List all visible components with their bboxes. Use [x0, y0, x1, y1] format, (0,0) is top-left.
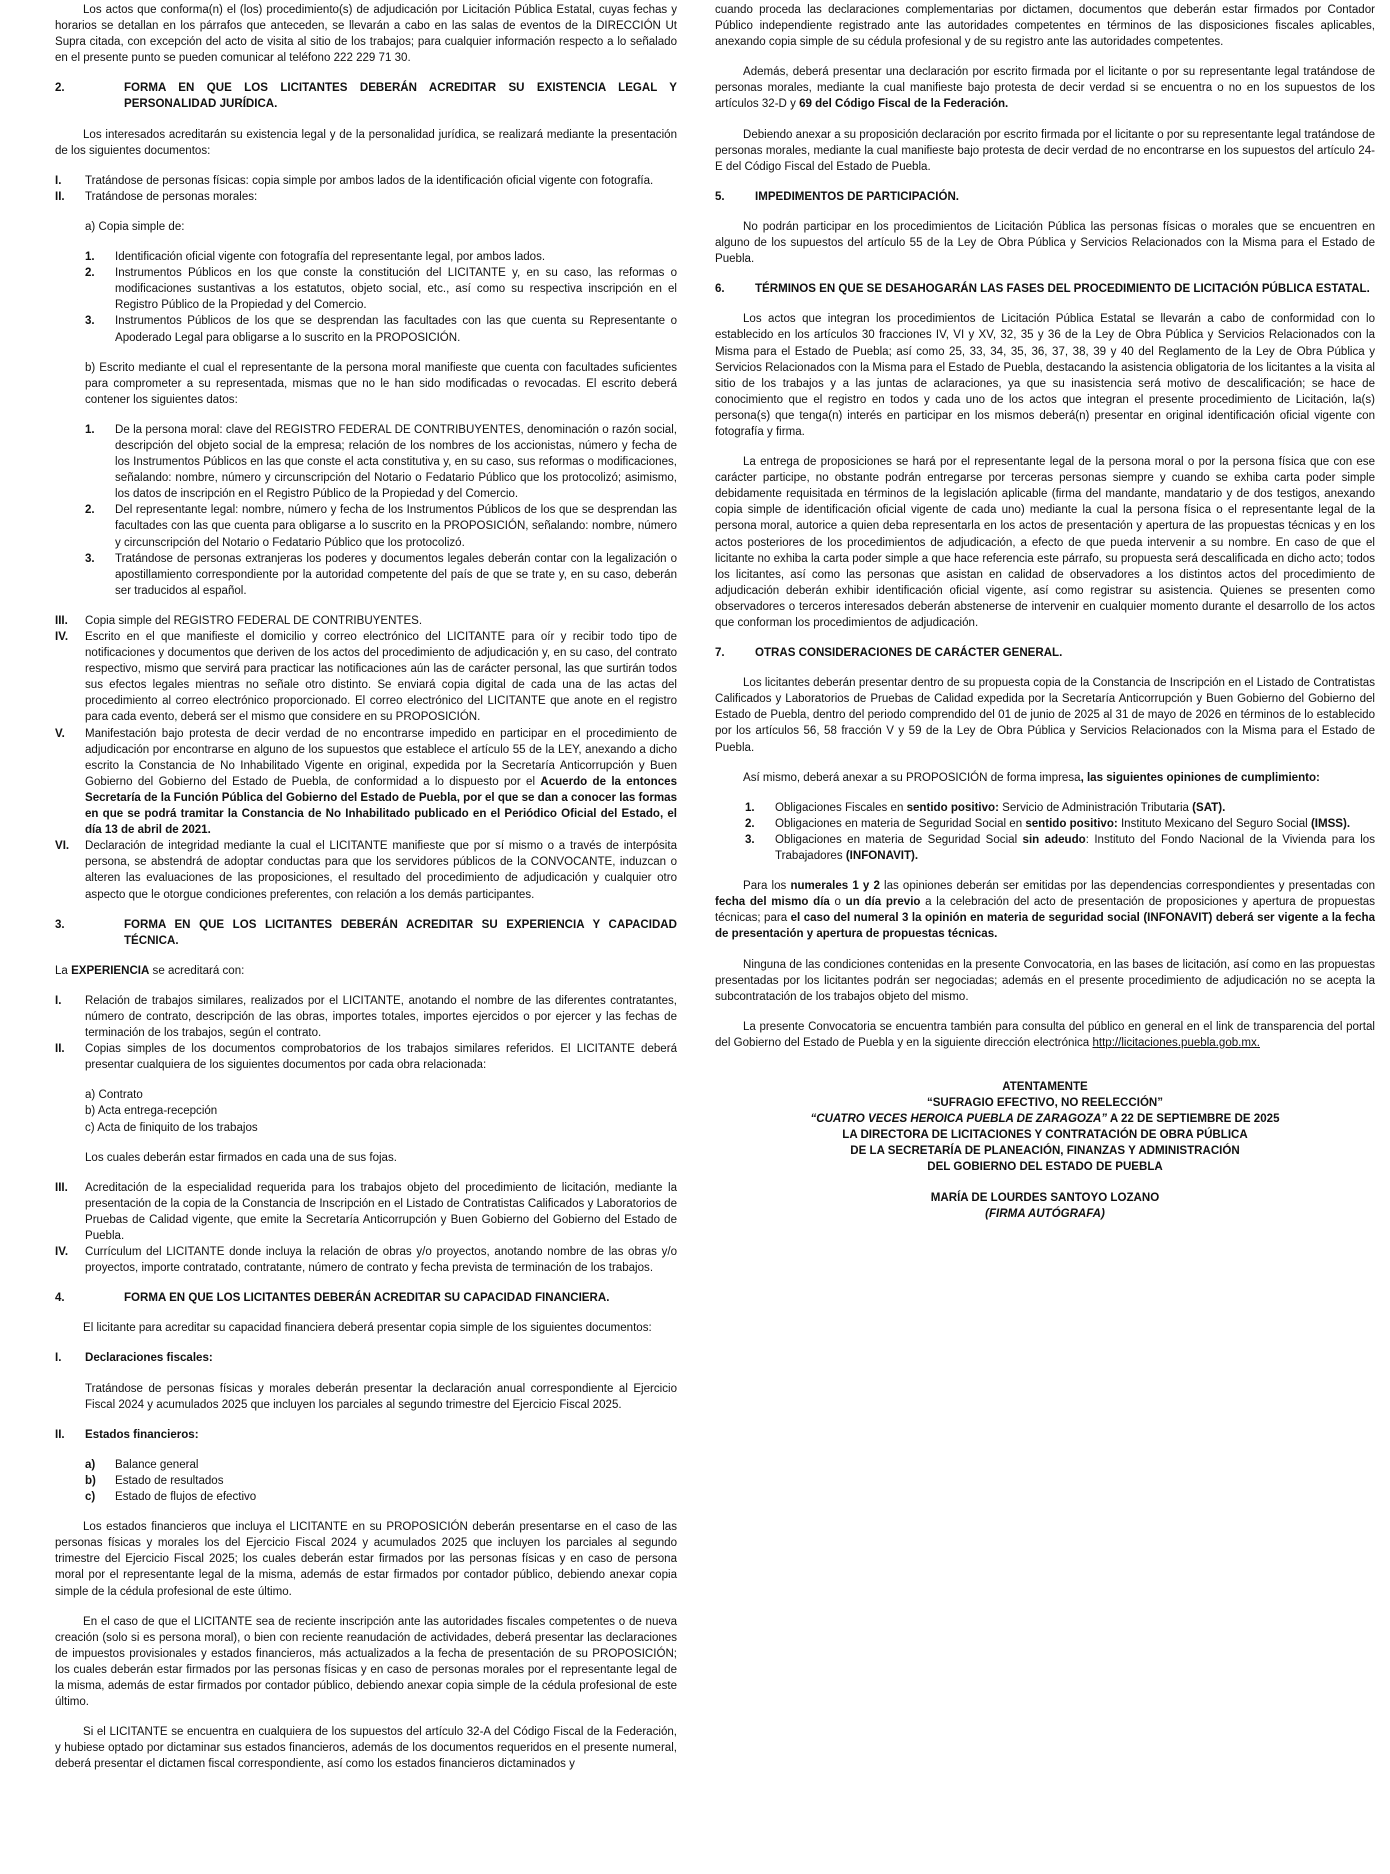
item-label: b) — [85, 1474, 96, 1487]
text: Servicio de Administración Tributaria — [998, 801, 1193, 814]
item-text: Instrumentos Públicos en los que conste la constitución del LICITANTE y, en su caso, las reformas o modificaciones sustantivas a los estatutos, objeto social, etc., así como su respectiva inscripción en el Registro Público de la Propiedad y del Comercio. — [115, 267, 677, 312]
left-column — [55, 2, 677, 1772]
list-item — [55, 551, 677, 599]
text: a la celebración del acto de presentación de proposiciones y apertura de propuestas técnicas; para — [715, 896, 1376, 925]
section-4-heading — [55, 1290, 677, 1306]
sub-heading: a) Copia simple de: — [85, 220, 185, 233]
text: o — [829, 896, 846, 909]
list-item — [55, 502, 677, 550]
item-text — [775, 832, 1375, 864]
text: Obligaciones Fiscales en — [775, 801, 907, 814]
closing-line: DE LA SECRETARÍA DE PLANEACIÓN, FINANZAS Y ADMINISTRACIÓN — [850, 1145, 1240, 1158]
paragraph: No podrán participar en los procedimientos de Licitación Pública las personas físicas o morales que se encuentren en alguno de los supuestos del artículo 55 de la Ley de Obra Pública y Servicios Relacionados con la Misma para el Estado de Puebla. — [715, 220, 1375, 266]
paragraph: Los actos que integran los procedimientos de Licitación Pública Estatal se llevarán a cabo de conformidad con lo establecido en los artículos 30 fracciones IV, VI y XV, 32, 35 y 36 de la Ley de Obra Pública y Servicios Relacionados con la Misma para el Estado de Puebla; así como 25, 33, 34, 35, 36, 37, 38, 39 y 40 del Reglamento de la Ley de Obra Pública y Servicios Relacionados con la Misma para el Estado de Puebla, destacando la asistencia obligatoria de los licitantes a la visita al sitio de los trabajos y a las juntas de aclaraciones, ya que su inasistencia será motivo de descalificación; se hace de conocimiento que el registro en todos y cada uno de los actos que integran el presente procedimiento de Licitación, la(s) persona(s) que tenga(n) interés en participar en los mismos deberá(n) presentar en original identificación oficial vigente con fotografía y firma. — [715, 313, 1375, 438]
section-number: 7. — [715, 647, 725, 660]
signer-name: MARÍA DE LOURDES SANTOYO LOZANO — [930, 1191, 1160, 1204]
list-item — [55, 1473, 677, 1489]
paragraph — [55, 963, 677, 979]
paragraph — [715, 770, 1375, 786]
item-label: 2. — [85, 504, 95, 517]
section-title: TÉRMINOS EN QUE SE DESAHOGARÁN LAS FASES DEL PROCEDIMIENTO DE LICITACIÓN PÚBLICA ESTATAL. — [755, 283, 1370, 296]
text: Obligaciones en materia de Seguridad Social en — [775, 817, 1026, 830]
text-bold: sin adeudo — [1022, 833, 1086, 846]
item-text — [775, 800, 1375, 816]
item-label: 1. — [85, 251, 95, 264]
text: Obligaciones en materia de Seguridad Social — [775, 833, 1023, 846]
paragraph: Los cuales deberán estar firmados en cada una de sus fojas. — [85, 1151, 397, 1164]
list-item — [55, 422, 677, 502]
list-item — [55, 313, 677, 345]
section-title: FORMA EN QUE LOS LICITANTES DEBERÁN ACREDITAR SU EXPERIENCIA Y CAPACIDAD TÉCNICA. — [124, 918, 677, 947]
closing-line — [715, 1111, 1375, 1127]
text: Además, deberá presentar una declaración por escrito firmada por el licitante o por su representante legal tratándose de personas morales, mediante la cual manifieste bajo protesta de decir verdad si se encuentra o no en los supuestos de los artículos 32-D y — [715, 66, 1375, 111]
text-bold: 69 del Código Fiscal de la Federación. — [799, 98, 1009, 111]
paragraph: Los estados financieros que incluya el LICITANTE en su PROPOSICIÓN deberán presentarse en el caso de las personas físicas y morales los del Ejercicio Fiscal 2024 y acumulados 2025 que incluyen los parciales al segundo trimestre del Ejercicio Fiscal 2025; los cuales deberán estar firmados por las personas físicas y en caso de persona moral por el representante legal de la misma, además de estar firmados por contador público, debiendo anexar copia simple de la cédula profesional de este último. — [55, 1521, 677, 1598]
text-bold: el caso del numeral 3 la opinión en materia de seguridad social (INFONAVIT) deberá ser vigente a la fecha de presentación y apertura de propuestas técnicas. — [715, 912, 1375, 941]
item-text — [775, 816, 1375, 832]
item-text: Estado de flujos de efectivo — [115, 1491, 257, 1504]
paragraph: Si el LICITANTE se encuentra en cualquiera de los supuestos del artículo 32-A del Código Fiscal de la Federación, y hubiese optado por dictaminar sus estados financieros, además de los documentos requeridos en el presente numeral, deberá presentar el dictamen fiscal correspondiente, así como los estados financieros dictaminados y — [55, 1726, 677, 1771]
list-item — [715, 832, 1375, 864]
list-item — [55, 629, 677, 726]
item-text: Copias simples de los documentos comprobatorios de los trabajos similares referidos. El LICITANTE deberá presentar cualquiera de los siguientes documentos por cada obra relacionada: — [85, 1043, 677, 1072]
text-bold: EXPERIENCIA — [71, 964, 150, 977]
list-item — [55, 726, 677, 839]
item-label: 3. — [745, 833, 755, 846]
item-label: a) — [85, 1458, 96, 1471]
item-label: I. — [55, 1352, 62, 1365]
paragraph — [715, 878, 1375, 942]
text-bold: (SAT). — [1192, 801, 1226, 814]
text: La presente Convocatoria se encuentra también para consulta del público en general en el link de transparencia del portal del Gobierno del Estado de Puebla y en la siguiente dirección electrónica — [715, 1020, 1375, 1049]
item-text: Identificación oficial vigente con fotografía del representante legal, por ambos lados. — [115, 251, 546, 264]
item-label: II. — [55, 1043, 65, 1056]
list-item — [55, 1457, 677, 1473]
item-title: Declaraciones fiscales: — [85, 1352, 213, 1365]
list-item — [55, 249, 677, 265]
closing-block — [715, 1079, 1375, 1222]
item-text — [85, 726, 677, 839]
item-label: V. — [55, 727, 65, 740]
text: las opiniones deberán ser emitidas por las dependencias correspondientes y presentadas con — [879, 880, 1375, 893]
item-text-bold: Acuerdo de la entonces Secretaría de la Función Pública del Gobierno del Estado de Puebla, por el que se dan a conocer las formas en que se podrá tramitar la Constancia de No Inhabilitado publicado en el Periódico Oficial del Estado, el día 13 de abril de 2021. — [85, 775, 677, 837]
section-number: 3. — [55, 918, 65, 931]
text-bold: sentido positivo: — [1025, 817, 1118, 830]
city-motto: “CUATRO VECES HEROICA PUEBLA DE ZARAGOZA” — [810, 1113, 1108, 1126]
item-text-plain: Manifestación bajo protesta de decir verdad de no encontrarse impedido en participar en el procedimiento de adjudicación por encontrarse en alguno de los supuestos que establece el artículo 55 de la LEY, anexando a dicho escrito la Constancia de No Inhabilitado Vigente en original, expedida por la Secretaría Anticorrupción y Buen Gobierno del Gobierno del Estado de Puebla, de conformidad a lo dispuesto por el — [85, 727, 677, 788]
item-label: III. — [55, 1181, 68, 1194]
list-item — [55, 1427, 677, 1443]
text: se acreditará con: — [149, 964, 245, 977]
section-number: 5. — [715, 190, 725, 203]
list-item — [55, 173, 677, 189]
item-text: Escrito en el que manifieste el domicilio y correo electrónico del LICITANTE para oír y recibir todo tipo de notificaciones y documentos que deriven de los actos del procedimiento de adjudicación y, en su caso, del contrato respectivo, mismo que servirá para practicar las notificaciones aún las de carácter personal, las que surtirán todos sus efectos legales mientras no señale otro distinto. Se enviará copia digital de cada una de las actas del procedimiento al correo electrónico proporcionado. El correo electrónico del LICITANTE que anote en el registro para cada evento, deberá ser el mismo que considere en su PROPOSICIÓN. — [85, 631, 677, 724]
item-text: Declaración de integridad mediante la cual el LICITANTE manifieste que por sí mismo o a través de interpósita persona, se abstendrá de adoptar conductas para que los servidores públicos de la CONVOCANTE, induzcan o alteren las evaluaciones de las proposiciones, el resultado del procedimiento de adjudicación y cualquier otro aspecto que le otorgue condiciones preferentes, con relación a los demás participantes. — [85, 840, 677, 901]
section-title: FORMA EN QUE LOS LICITANTES DEBERÁN ACREDITAR SU EXISTENCIA LEGAL Y PERSONALIDAD JURÍDICA. — [124, 82, 677, 111]
section-title: IMPEDIMENTOS DE PARTICIPACIÓN. — [755, 190, 960, 203]
item-text: Relación de trabajos similares, realizados por el LICITANTE, anotando el nombre de las diferentes contratantes, número de contrato, descripción de las obras, importes totales, importes ejercidos o por ejercer y las fechas de terminación de los trabajos, según el contrato. — [85, 994, 677, 1040]
paragraph: El licitante para acreditar su capacidad financiera deberá presentar copia simple de los siguientes documentos: — [83, 1322, 652, 1335]
section-number: 4. — [55, 1292, 65, 1305]
paragraph: En el caso de que el LICITANTE sea de reciente inscripción ante las autoridades fiscales competentes o de nueva creación (solo si es persona moral), o bien con reciente reanudación de actividades, deberá presentar las declaraciones de impuestos provisionales y estados financieros, más actualizados a la fecha de presentación de su PROPOSICIÓN; los cuales deberán estar firmados por las personas físicas y en caso de personas morales por el representante legal de la misma, además de estar firmados por contador público, debiendo anexar copia simple de la cédula profesional de este último. — [55, 1615, 677, 1709]
item-label: c) — [85, 1491, 96, 1504]
list-item — [55, 1180, 677, 1244]
section-6-heading — [715, 281, 1375, 297]
item-label: II. — [55, 190, 65, 203]
text-bold: sentido positivo: — [906, 801, 999, 814]
section-5-heading — [715, 189, 1375, 205]
item-text: Estado de resultados — [115, 1474, 224, 1487]
item-text: Currículum del LICITANTE donde incluya la relación de obras y/o proyectos, anotando nombre de las obras y/o proyectos, importe contratado, contratante, número de contrato y fecha prevista de terminación de los trabajos. — [85, 1246, 677, 1275]
item-label: IV. — [55, 631, 69, 643]
item-label: II. — [55, 1428, 65, 1441]
paragraph: Debiendo anexar a su proposición declaración por escrito firmada por el licitante o por su representante legal tratándose de personas morales, mediante la cual manifieste bajo protesta de decir verdad de no encontrarse en los supuestos del artículo 24-E del Código Fiscal del Estado de Puebla. — [715, 128, 1375, 173]
list-item — [55, 1489, 677, 1505]
closing-date: A 22 DE SEPTIEMBRE DE 2025 — [1107, 1113, 1280, 1126]
item-text: De la persona moral: clave del REGISTRO FEDERAL DE CONTRIBUYENTES, denominación o razón social, descripción del objeto social de la empresa; relación de los nombres de los accionistas, número y fecha de los Instrumentos Públicos en las que conste el acta constitutiva y, en su caso, sus reformas o modificaciones, señalando: nombre, número y circunscripción del Notario o Fedatario Público que los protocolizó; asimismo, los datos de inscripción en el Registro Público de la Propiedad y del Comercio. — [115, 423, 677, 501]
paragraph: La entrega de proposiciones se hará por el representante legal de la persona moral o por la persona física que con ese carácter participe, no obstante podrán entregarse por terceras personas siempre y cuando se exhiba carta poder simple debidamente requisitada en términos de la legislación aplicable (firma del mandante, mandatario y de dos testigos, anexando copia simple de identificación oficial vigente de cada uno) mediante la cual la persona física o el representante legal de la persona moral, autorice a quien deba representarla en los actos de presentación y apertura de las propuestas técnicas y en los actos posteriores de los procedimientos de adjudicación, a efecto de que pueda intervenir a su nombre. En caso de que el licitante no exhiba la carta poder simple a que hace referencia este párrafo, su propuesta será descalificada en dicho acto; todos los licitantes, así como las personas que asistan en calidad de observadores a los distintos actos del procedimiento de adjudicación deberán exhibir identificación oficial vigente, así como registrar su asistencia. Quienes se presenten como observadores o terceros interesados deberán abstenerse de intervenir en cualquier momento durante el desarrollo de los actos que conforman los procedimientos de adjudicación. — [715, 456, 1375, 629]
list-item — [55, 1350, 677, 1366]
closing-line — [715, 1206, 1375, 1222]
item-label: 1. — [85, 423, 95, 436]
closing-line: LA DIRECTORA DE LICITACIONES Y CONTRATACIÓN DE OBRA PÚBLICA — [842, 1129, 1248, 1142]
item-text: Instrumentos Públicos de los que se desprendan las facultades con las que cuenta su Representante o Apoderado Legal para obligarse a lo suscrito en la PROPOSICIÓN. — [115, 315, 677, 344]
paragraph: Los licitantes deberán presentar dentro de su propuesta copia de la Constancia de Inscripción en el Listado de Contratistas Calificados y Laboratorios de Pruebas de Calidad expedida por la Secretaría Anticorrupción y Buen Gobierno del Gobierno del Estado de Puebla, dentro del periodo comprendido del 01 de junio de 2025 al 31 de mayo de 2026 en términos de lo establecido por los artículos 56, 58 fracción V y 59 de la Ley de Obra Pública y Servicios Relacionados con la Misma para el Estado de Puebla. — [715, 677, 1375, 754]
transparency-link[interactable]: http://licitaciones.puebla.gob.mx. — [1092, 1036, 1260, 1049]
item-label: VI. — [55, 840, 70, 853]
text: Instituto Mexicano del Seguro Social — [1117, 817, 1311, 830]
item-text: Acreditación de la especialidad requerida para los trabajos objeto del procedimiento de licitación, mediante la presentación de la copia de la Constancia de Inscripción en el Listado de Contratistas Calificados y Laboratorios de Pruebas de Calidad vigente, que emite la Secretaría Anticorrupción y Buen Gobierno del Gobierno del Estado de Puebla. — [85, 1181, 677, 1242]
paragraph: b) Escrito mediante el cual el representante de la persona moral manifieste que cuenta con facultades suficientes para comprometer a su representada, mismas que no le han sido modificadas o revocadas. El escrito deberá contener los siguientes datos: — [85, 361, 677, 406]
text-bold: numerales 1 y 2 — [790, 880, 880, 893]
item-label: 2. — [85, 267, 95, 280]
paragraph: Tratándose de personas físicas y morales deberán presentar la declaración anual correspondiente al Ejercicio Fiscal 2024 y acumulados 2025 que incluyen los parciales al segundo trimestre del Ejercicio Fiscal 2025. — [85, 1382, 677, 1411]
section-title: FORMA EN QUE LOS LICITANTES DEBERÁN ACREDITAR SU CAPACIDAD FINANCIERA. — [124, 1292, 610, 1305]
section-7-heading — [715, 645, 1375, 661]
text-bold: (IMSS). — [1310, 817, 1351, 830]
item-label: 2. — [745, 817, 755, 830]
doc-item: a) Contrato — [85, 1089, 143, 1102]
section-number: 2. — [55, 82, 65, 95]
right-column — [715, 2, 1375, 1222]
list-item — [715, 816, 1375, 832]
item-text: Tratándose de personas físicas: copia simple por ambos lados de la identificación oficial vigente con fotografía. — [85, 174, 654, 187]
closing-line: “SUFRAGIO EFECTIVO, NO REELECCIÓN” — [926, 1097, 1164, 1110]
paragraph: Ninguna de las condiciones contenidas en la presente Convocatoria, en las bases de licitación, así como en las propuestas presentadas por los licitantes podrán ser negociadas; además en el presente procedimiento de adjudicación no se acepta la subcontratación de los trabajos objeto del mismo. — [715, 958, 1375, 1003]
list-item — [55, 1041, 677, 1073]
text-bold: (INFONAVIT). — [845, 850, 919, 863]
list-item — [55, 838, 677, 902]
closing-line: DEL GOBIERNO DEL ESTADO DE PUEBLA — [927, 1161, 1163, 1174]
doc-item: b) Acta entrega-recepción — [85, 1105, 218, 1118]
list-item — [715, 800, 1375, 816]
item-text: Tratándose de personas extranjeras los poderes y documentos legales deberán contar con la legalización o apostillamiento correspondiente por la autoridad competente del país de que se trate y, en su caso, deberán ser traducidos al español. — [115, 552, 677, 597]
text: Así mismo, deberá anexar a su PROPOSICIÓN de forma impresa — [743, 771, 1081, 784]
text: Para los — [743, 880, 791, 893]
text-bold: , las siguientes opiniones de cumplimiento: — [1080, 771, 1320, 784]
text: : Instituto del Fondo Nacional de la Vivienda para los Trabajadores — [775, 833, 1375, 863]
list-item — [55, 1244, 677, 1276]
section-2-heading — [55, 80, 677, 112]
section-title: OTRAS CONSIDERACIONES DE CARÁCTER GENERAL. — [755, 647, 1063, 660]
section-number: 6. — [715, 283, 725, 296]
text-bold: fecha del mismo día — [715, 896, 830, 909]
text-bold: un día previo — [845, 896, 921, 909]
paragraph — [715, 64, 1375, 112]
list-item — [55, 613, 677, 629]
intro-paragraph: Los actos que conforma(n) el (los) procedimiento(s) de adjudicación por Licitación Pública Estatal, cuyas fechas y horarios se detallan en los párrafos que anteceden, se llevarán a cabo en las salas de eventos de la DIRECCIÓN Ut Supra citada, con excepción del acto de visita al sitio de los trabajos; para cualquier información respecto a lo señalado en el presente punto se pueden comunicar al teléfono 222 229 71 30. — [55, 4, 677, 65]
item-label: 1. — [745, 801, 755, 814]
closing-line: ATENTAMENTE — [1002, 1080, 1088, 1093]
item-text: Del representante legal: nombre, número y fecha de los Instrumentos Públicos de los que se desprendan las facultades con las que cuenta para obligarse a lo suscrito en la PROPOSICIÓN, señalando: nombre, número y circunscripción del Notario o Fedatario Público que los protocolizó. — [115, 504, 677, 549]
paragraph: Los interesados acreditarán su existencia legal y de la personalidad jurídica, se realizará mediante la presentación de los siguientes documentos: — [55, 128, 677, 157]
item-title: Estados financieros: — [85, 1428, 199, 1441]
item-text: Balance general — [115, 1458, 199, 1471]
paragraph — [715, 1019, 1375, 1051]
section-3-heading — [55, 917, 677, 949]
item-text: Copia simple del REGISTRO FEDERAL DE CONTRIBUYENTES. — [85, 614, 423, 627]
item-label: III. — [55, 614, 68, 627]
doc-item: c) Acta de finiquito de los trabajos — [85, 1121, 258, 1134]
item-label: 3. — [85, 552, 95, 565]
item-label: I. — [55, 174, 62, 187]
list-item — [55, 189, 677, 205]
item-label: 3. — [85, 315, 95, 328]
item-label: I. — [55, 994, 62, 1007]
paragraph: cuando proceda las declaraciones complementarias por dictamen, documentos que deberán estar firmados por Contador Público independiente registrado ante las autoridades competentes en términos de las disposiciones fiscales aplicables, anexando copia simple de su cédula profesional y de su registro ante las autoridades competentes. — [715, 4, 1375, 49]
list-item — [55, 265, 677, 313]
item-label: IV. — [55, 1246, 69, 1259]
text: La — [55, 964, 72, 977]
list-item — [55, 993, 677, 1041]
signature-note: (FIRMA AUTÓGRAFA) — [985, 1207, 1105, 1220]
item-text: Tratándose de personas morales: — [85, 190, 258, 203]
